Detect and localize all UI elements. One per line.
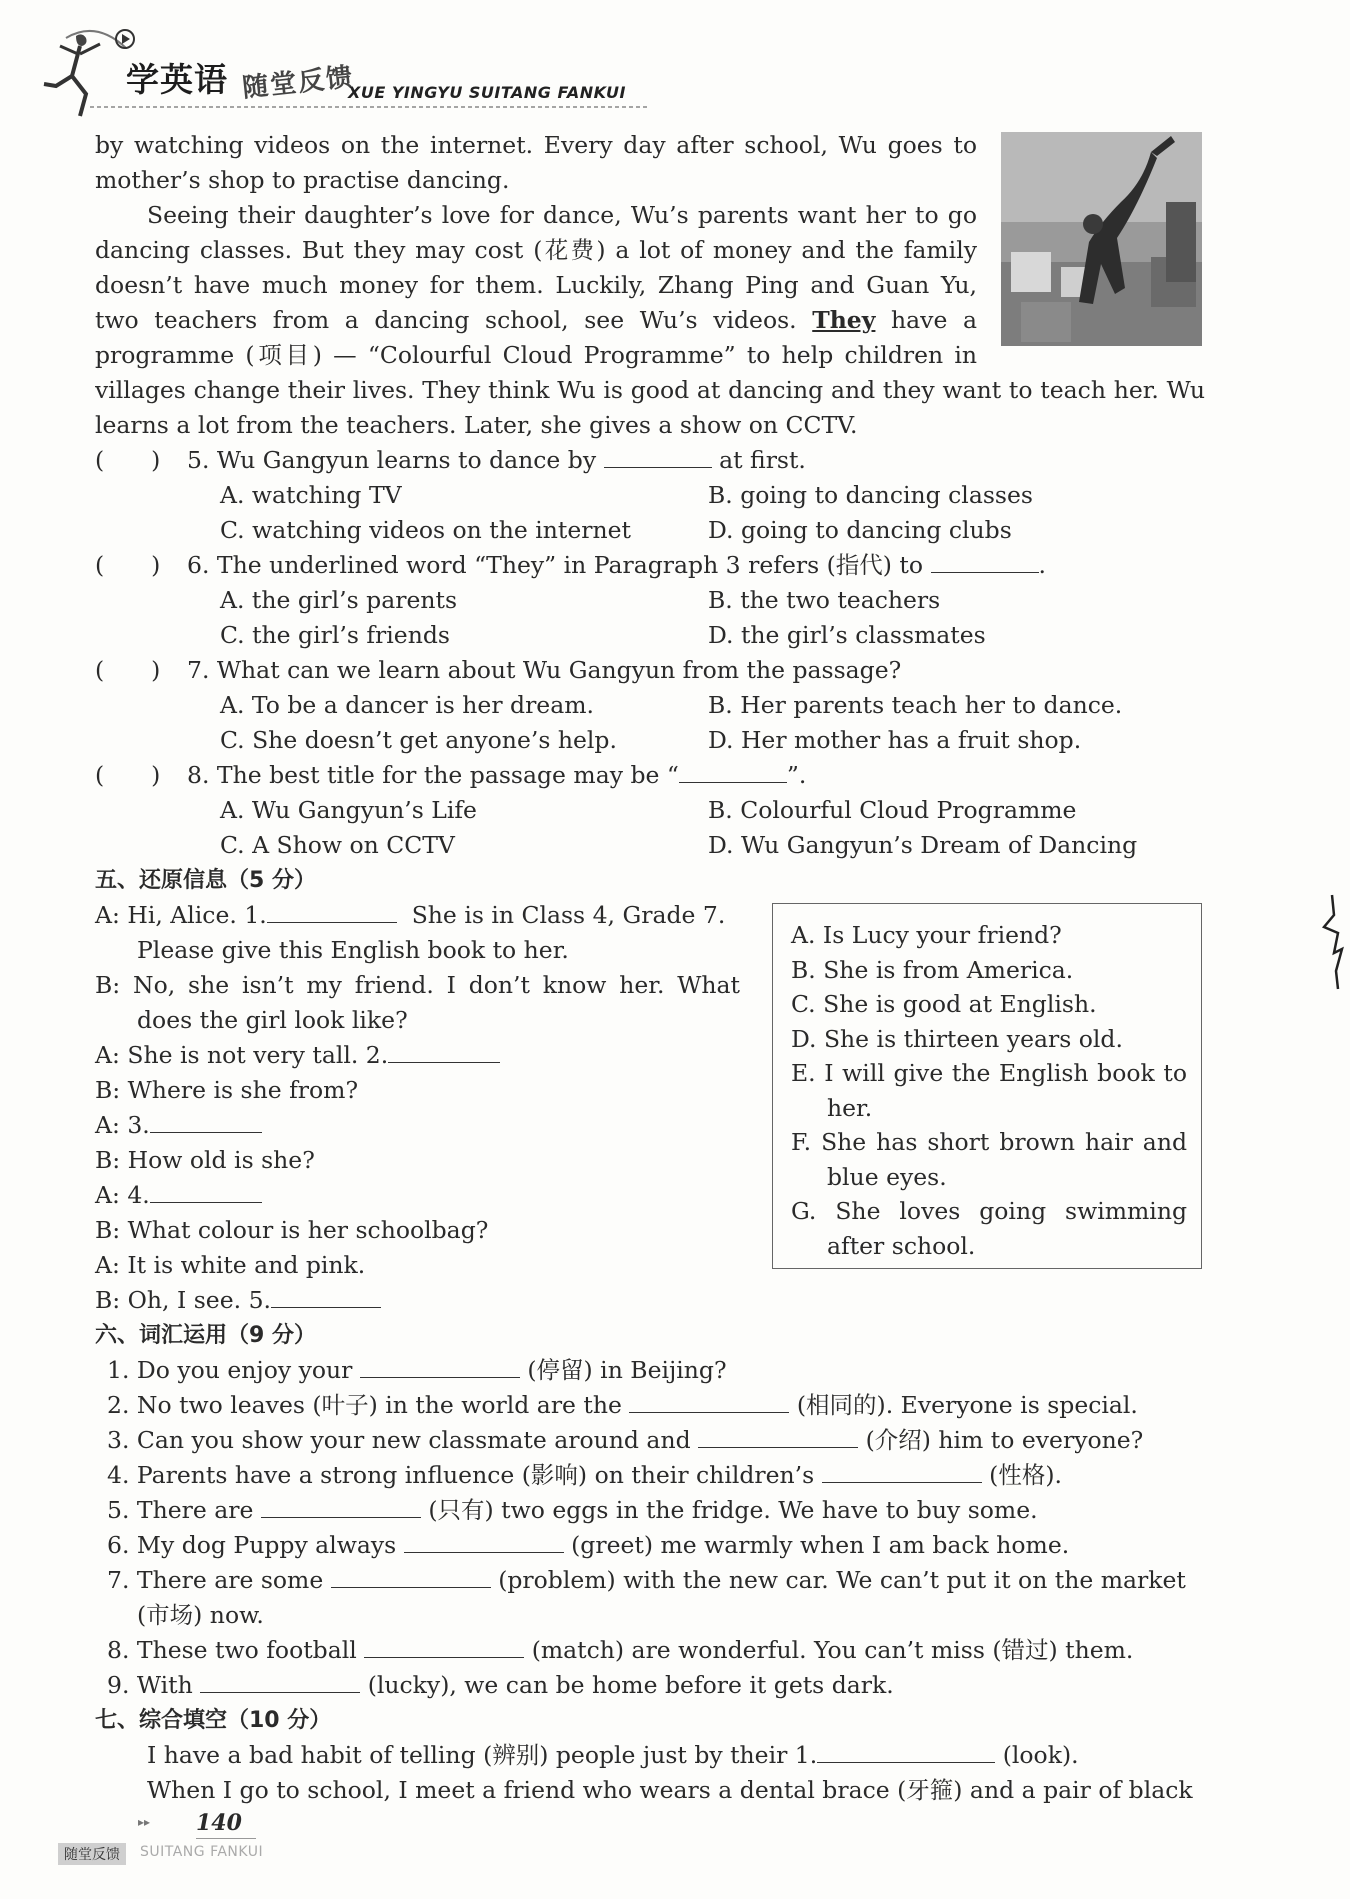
dialogue-text: B: Oh, I see. 5. xyxy=(95,1286,271,1314)
vocab-text: 6. My dog Puppy always xyxy=(107,1531,397,1559)
dialogue-line: Please give this English book to her. xyxy=(137,936,569,964)
options-box xyxy=(772,903,1202,1269)
option-d[interactable]: D. Her mother has a fruit shop. xyxy=(708,726,1082,754)
answer-blank[interactable] xyxy=(331,1563,491,1588)
option-b[interactable]: B. the two teachers xyxy=(708,586,941,614)
dialogue xyxy=(95,898,745,1318)
vocab-text: 8. These two football xyxy=(107,1636,357,1664)
options-row xyxy=(95,618,1210,653)
dialogue-line xyxy=(95,1178,745,1213)
dialogue-text: A: She is not very tall. 2. xyxy=(95,1041,389,1069)
option-b[interactable]: B. Her parents teach her to dance. xyxy=(708,691,1123,719)
answer-blank[interactable] xyxy=(679,758,787,783)
vocab-text: 9. With xyxy=(107,1671,193,1699)
answer-blank[interactable] xyxy=(150,1108,262,1133)
dialogue-line: B: No, she isn’t my friend. I don’t know her. What xyxy=(95,971,740,999)
vocab-text: 4. Parents have a strong influence (影响) on their children’s xyxy=(107,1461,815,1489)
vocab-text: 2. No two leaves (叶子) in the world are the xyxy=(107,1391,622,1419)
answer-blank[interactable] xyxy=(822,1458,982,1483)
options-row xyxy=(95,828,1210,863)
box-option: G. She loves going swimming after school. xyxy=(791,1197,1187,1260)
question-8 xyxy=(95,758,1210,793)
vocab-text: 7. There are some xyxy=(107,1566,324,1594)
dialogue-line: does the girl look like? xyxy=(137,1006,408,1034)
option-b[interactable]: B. Colourful Cloud Programme xyxy=(708,796,1077,824)
cloze-line xyxy=(95,1738,1210,1773)
answer-blank[interactable] xyxy=(360,1353,520,1378)
play-icon xyxy=(114,28,136,50)
box-option: F. She has short brown hair and blue eyes. xyxy=(791,1128,1187,1191)
footer-tag-en: SUITANG FANKUI xyxy=(140,1844,264,1860)
footer-divider xyxy=(196,1838,256,1839)
answer-blank[interactable] xyxy=(931,548,1039,573)
vocab-item xyxy=(95,1493,1210,1528)
answer-paren[interactable]: ( ) xyxy=(95,656,161,684)
vocab-item xyxy=(95,1633,1210,1668)
handwritten-mark-icon xyxy=(1318,893,1346,993)
options-row xyxy=(95,723,1210,758)
question-5 xyxy=(95,443,1210,478)
passage-line: by watching videos on the internet. Every day after school, Wu goes to xyxy=(95,131,977,159)
vocab-text: 3. Can you show your new classmate around and xyxy=(107,1426,691,1454)
question-stem: 8. The best title for the passage may be “ xyxy=(187,761,679,789)
question-stem-end: at first. xyxy=(719,446,806,474)
dialogue-line xyxy=(95,1283,745,1318)
box-option: A. Is Lucy your friend? xyxy=(791,921,1062,949)
question-stem: 7. What can we learn about Wu Gangyun from the passage? xyxy=(187,656,902,684)
option-c[interactable]: C. watching videos on the internet xyxy=(220,516,631,544)
answer-blank[interactable] xyxy=(267,898,397,923)
question-stem-end: . xyxy=(1038,551,1046,579)
answer-blank[interactable] xyxy=(150,1178,262,1203)
cloze-text: I have a bad habit of telling (辨别) people just by their 1. xyxy=(147,1741,818,1769)
dialogue-text: A: Hi, Alice. 1. xyxy=(95,901,267,929)
option-a[interactable]: A. watching TV xyxy=(220,481,402,509)
vocab-item xyxy=(95,1458,1210,1493)
passage-text: two teachers from a dancing school, see Wu’s videos. xyxy=(95,306,797,334)
passage-line: Seeing their daughter’s love for dance, Wu’s parents want her to go xyxy=(147,201,977,229)
question-6 xyxy=(95,548,1210,583)
dialogue-line: B: What colour is her schoolbag? xyxy=(95,1216,489,1244)
dialogue-text: A: 4. xyxy=(95,1181,150,1209)
passage-text: have a xyxy=(891,306,977,334)
vocab-hint: (greet) me warmly when I am back home. xyxy=(571,1531,1070,1559)
box-option: B. She is from America. xyxy=(791,955,1074,984)
underlined-word-they: They xyxy=(812,306,876,334)
dialogue-text: She is in Class 4, Grade 7. xyxy=(411,901,726,929)
vocab-hint: (match) are wonderful. You can’t miss (错过) them. xyxy=(531,1636,1134,1664)
answer-paren[interactable]: ( ) xyxy=(95,446,161,474)
answer-blank[interactable] xyxy=(261,1493,421,1518)
dialogue-line: B: How old is she? xyxy=(95,1146,315,1174)
question-stem: 6. The underlined word “They” in Paragraph 3 refers (指代) to xyxy=(187,551,924,579)
option-a[interactable]: A. Wu Gangyun’s Life xyxy=(220,796,477,824)
options-row xyxy=(95,793,1210,828)
vocab-text: 1. Do you enjoy your xyxy=(107,1356,353,1384)
header-divider xyxy=(90,104,650,110)
vocab-hint: (problem) with the new car. We can’t put it on the market xyxy=(498,1566,1186,1594)
footer-tag: 随堂反馈 xyxy=(58,1843,126,1865)
page-header xyxy=(30,22,630,122)
options-row xyxy=(95,513,1210,548)
passage-line: villages change their lives. They think Wu is good at dancing and they want to teach her. Wu xyxy=(95,376,1205,404)
option-a[interactable]: A. To be a dancer is her dream. xyxy=(220,691,594,719)
vocab-hint: (lucky), we can be home before it gets dark. xyxy=(367,1671,894,1699)
options-row xyxy=(95,583,1210,618)
dialogue-line: A: It is white and pink. xyxy=(95,1251,366,1279)
answer-blank[interactable] xyxy=(364,1633,524,1658)
vocabulary-section xyxy=(95,1318,1210,1808)
vocab-hint: (相同的). Everyone is special. xyxy=(796,1391,1138,1419)
dialogue-line: B: Where is she from? xyxy=(95,1076,359,1104)
answer-blank[interactable] xyxy=(271,1283,381,1308)
option-c[interactable]: C. the girl’s friends xyxy=(220,621,450,649)
section-5-title: 五、还原信息（5 分） xyxy=(95,868,316,893)
answer-blank[interactable] xyxy=(404,1528,564,1553)
option-c[interactable]: C. She doesn’t get anyone’s help. xyxy=(220,726,617,754)
dialogue-line xyxy=(95,1108,745,1143)
question-stem: 5. Wu Gangyun learns to dance by xyxy=(187,446,597,474)
option-d[interactable]: D. Wu Gangyun’s Dream of Dancing xyxy=(708,831,1138,859)
vocab-hint: (性格). xyxy=(989,1461,1062,1489)
answer-blank[interactable] xyxy=(698,1423,858,1448)
answer-blank[interactable] xyxy=(388,1038,500,1063)
passage-line: mother’s shop to practise dancing. xyxy=(95,166,510,194)
option-b[interactable]: B. going to dancing classes xyxy=(708,481,1033,509)
brand-subtitle: 随堂反馈 xyxy=(241,62,356,104)
page-number: 140 xyxy=(196,1810,242,1836)
passage-line: doesn’t have much money for them. Luckily, Zhang Ping and Guan Yu, xyxy=(95,271,977,299)
box-option: E. I will give the English book to her. xyxy=(791,1059,1187,1122)
vocab-item xyxy=(95,1388,1210,1423)
answer-paren[interactable]: ( ) xyxy=(95,551,161,579)
reading-passage xyxy=(95,128,1210,898)
footer-arrows-icon: ▸▸ xyxy=(138,1815,151,1829)
box-option: C. She is good at English. xyxy=(791,990,1097,1018)
passage-line xyxy=(95,303,977,338)
vocab-item xyxy=(95,1563,1210,1598)
answer-blank[interactable] xyxy=(200,1668,360,1693)
vocab-hint: (只有) two eggs in the fridge. We have to buy some. xyxy=(428,1496,1038,1524)
passage-line: programme (项目) — “Colourful Cloud Programme” to help children in xyxy=(95,341,977,369)
section-6-title: 六、词汇运用（9 分） xyxy=(95,1323,316,1348)
question-7 xyxy=(95,653,1210,688)
cloze-line: When I go to school, I meet a friend who wears a dental brace (牙箍) and a pair of black xyxy=(147,1776,1193,1804)
vocab-item xyxy=(95,1528,1210,1563)
answer-blank[interactable] xyxy=(604,443,712,468)
box-option: D. She is thirteen years old. xyxy=(791,1024,1123,1053)
section-7-title: 七、综合填空（10 分） xyxy=(95,1708,332,1733)
option-a[interactable]: A. the girl’s parents xyxy=(220,586,458,614)
answer-blank[interactable] xyxy=(629,1388,789,1413)
vocab-hint: (停留) in Beijing? xyxy=(527,1356,727,1384)
vocab-item xyxy=(95,1668,1210,1703)
answer-paren[interactable]: ( ) xyxy=(95,761,161,789)
options-row xyxy=(95,688,1210,723)
vocab-item xyxy=(95,1353,1210,1388)
cloze-hint: (look). xyxy=(1002,1741,1079,1769)
option-c[interactable]: C. A Show on CCTV xyxy=(220,831,455,859)
passage-line: dancing classes. But they may cost (花费) a lot of money and the family xyxy=(95,236,977,264)
option-d[interactable]: D. going to dancing clubs xyxy=(708,516,1012,544)
brand-title: 学英语 xyxy=(126,60,228,99)
passage-line: learns a lot from the teachers. Later, she gives a show on CCTV. xyxy=(95,411,858,439)
dialogue-line xyxy=(95,898,745,933)
vocab-text: 5. There are xyxy=(107,1496,254,1524)
question-stem-end: ”. xyxy=(786,761,807,789)
vocab-item-continued: (市场) now. xyxy=(137,1601,264,1629)
vocab-hint: (介绍) him to everyone? xyxy=(865,1426,1144,1454)
brand-pinyin: XUE YINGYU SUITANG FANKUI xyxy=(348,83,626,102)
dialogue-line xyxy=(95,1038,745,1073)
vocab-item xyxy=(95,1423,1210,1458)
options-row xyxy=(95,478,1210,513)
dialogue-text: A: 3. xyxy=(95,1111,150,1139)
option-d[interactable]: D. the girl’s classmates xyxy=(708,621,986,649)
answer-blank[interactable] xyxy=(817,1738,995,1763)
